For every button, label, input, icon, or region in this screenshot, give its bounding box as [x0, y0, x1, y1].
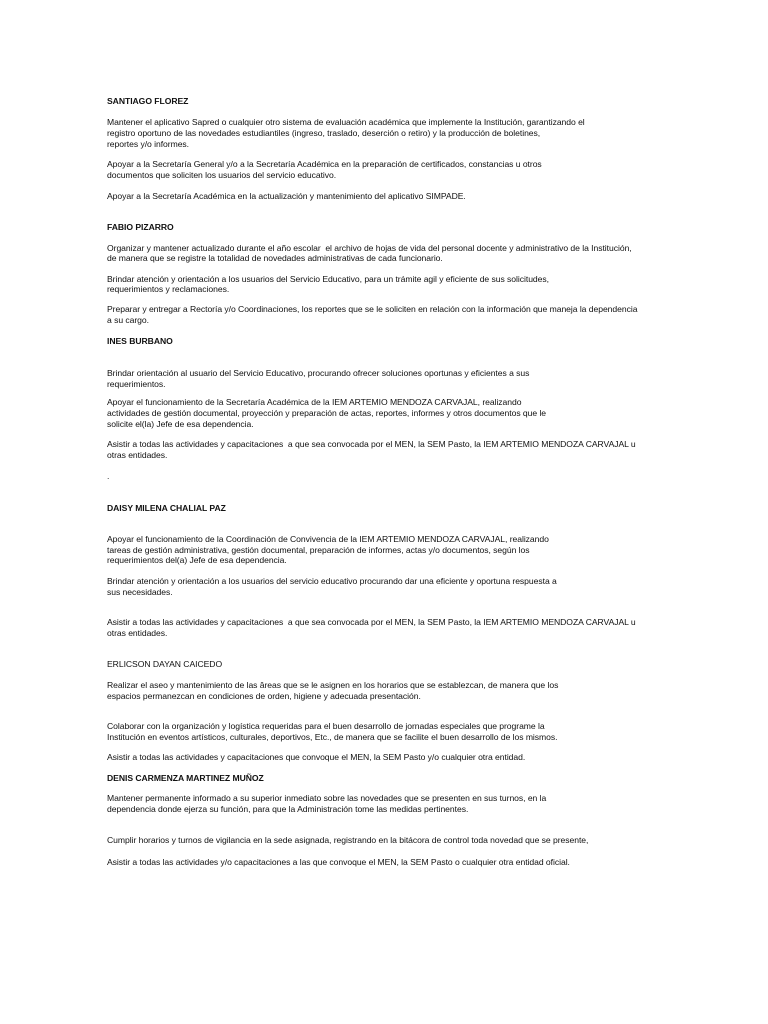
paragraph-line: Mantener permanente informado a su superior inmediato sobre las novedades que se presenten en sus turnos, en la [107, 793, 547, 803]
paragraph-line: registro oportuno de las novedades estudiantiles (ingreso, traslado, deserción o retiro) y la producción de boletines, [107, 128, 541, 138]
paragraph-line: Organizar y mantener actualizado durante el año escolar el archivo de hojas de vida del personal docente y administrativo de la Institución, [107, 243, 632, 253]
paragraph-line: actividades de gestión documental, proyección y preparación de actas, reportes, informes y otros documentos que le [107, 408, 547, 418]
paragraph-line: espacios permanezcan en condiciones de orden, higiene y adecuada presentación. [107, 691, 421, 701]
paragraph-line: otras entidades. [107, 628, 168, 638]
paragraph-line: Preparar y entregar a Rectoría y/o Coordinaciones, los reportes que se le soliciten en relación con la información que maneja la dependencia [107, 304, 638, 314]
paragraph-line: otras entidades. [107, 450, 168, 460]
section-heading: SANTIAGO FLOREZ [107, 96, 189, 106]
paragraph-line: Apoyar a la Secretaría Académica en la actualización y mantenimiento del aplicativo SIMPADE. [107, 191, 466, 201]
paragraph-line: . [107, 471, 110, 481]
paragraph-line: sus necesidades. [107, 587, 173, 597]
paragraph-line: requerimientos y reclamaciones. [107, 284, 230, 294]
paragraph-line: solicite el(la) Jefe de esa dependencia. [107, 419, 254, 429]
section-heading: ERLICSON DAYAN CAICEDO [107, 659, 223, 669]
paragraph-line: Mantener el aplicativo Sapred o cualquier otro sistema de evaluación académica que implemente la Institución, garantizando el [107, 117, 585, 127]
paragraph-line: documentos que soliciten los usuarios del servicio educativo. [107, 170, 337, 180]
paragraph-line: dependencia donde ejerza su función, para que la Administración tome las medidas pertinentes. [107, 804, 469, 814]
paragraph-line: Asistir a todas las actividades y capacitaciones a que sea convocada por el MEN, la SEM Pasto, la IEM ARTEMIO MENDOZA CARVAJAL u [107, 617, 636, 627]
paragraph-line: requerimientos. [107, 379, 166, 389]
paragraph-line: Colaborar con la organización y logística requeridas para el buen desarrollo de jornadas especiales que programe la [107, 721, 545, 731]
paragraph-line: a su cargo. [107, 315, 149, 325]
section-heading: INES BURBANO [107, 336, 173, 346]
paragraph-line: Brindar orientación al usuario del Servicio Educativo, procurando ofrecer soluciones oportunas y eficientes a sus [107, 368, 530, 378]
paragraph-line: Apoyar el funcionamiento de la Secretaría Académica de la IEM ARTEMIO MENDOZA CARVAJAL, realizando [107, 397, 522, 407]
paragraph-line: Institución en eventos artísticos, culturales, deportivos, Etc., de manera que se facilite el buen desarrollo de los mismos. [107, 732, 558, 742]
paragraph-line: Brindar atención y orientación a los usuarios del Servicio Educativo, para un trámite agil y eficiente de sus solicitudes, [107, 274, 549, 284]
paragraph-line: requerimientos del(a) Jefe de esa dependencia. [107, 555, 287, 565]
section-heading: FABIO PIZARRO [107, 222, 174, 232]
paragraph-line: Apoyar a la Secretaría General y/o a la Secretaría Académica en la preparación de certificados, constancias u otros [107, 159, 542, 169]
paragraph-line: tareas de gestión administrativa, gestión documental, preparación de informes, actas y/o documentos, según los [107, 545, 530, 555]
paragraph-line: de manera que se registre la totalidad de novedades administrativas de cada funcionario. [107, 253, 443, 263]
paragraph-line: Asistir a todas las actividades y capacitaciones a que sea convocada por el MEN, la SEM Pasto, la IEM ARTEMIO MENDOZA CARVAJAL u [107, 439, 636, 449]
section-heading: DENIS CARMENZA MARTINEZ MUÑOZ [107, 773, 264, 783]
paragraph-line: Realizar el aseo y mantenimiento de las âreas que se le asignen en los horarios que se establezcan, de manera que los [107, 680, 559, 690]
paragraph-line: Cumplir horarios y turnos de vigilancia en la sede asignada, registrando en la bitácora de control toda novedad que se presente, [107, 835, 589, 845]
paragraph-line: Asistir a todas las actividades y capacitaciones que convoque el MEN, la SEM Pasto y/o cualquier otra entidad. [107, 752, 526, 762]
paragraph-line: Brindar atención y orientación a los usuarios del servicio educativo procurando dar una eficiente y oportuna respuesta a [107, 576, 557, 586]
paragraph-line: Apoyar el funcionamiento de la Coordinación de Convivencia de la IEM ARTEMIO MENDOZA CARVAJAL, realizando [107, 534, 549, 544]
paragraph-line: Asistir a todas las actividades y/o capacitaciones a las que convoque el MEN, la SEM Pasto o cualquier otra entidad oficial. [107, 857, 570, 867]
section-heading: DAISY MILENA CHALIAL PAZ [107, 503, 226, 513]
paragraph-line: reportes y/o informes. [107, 139, 190, 149]
